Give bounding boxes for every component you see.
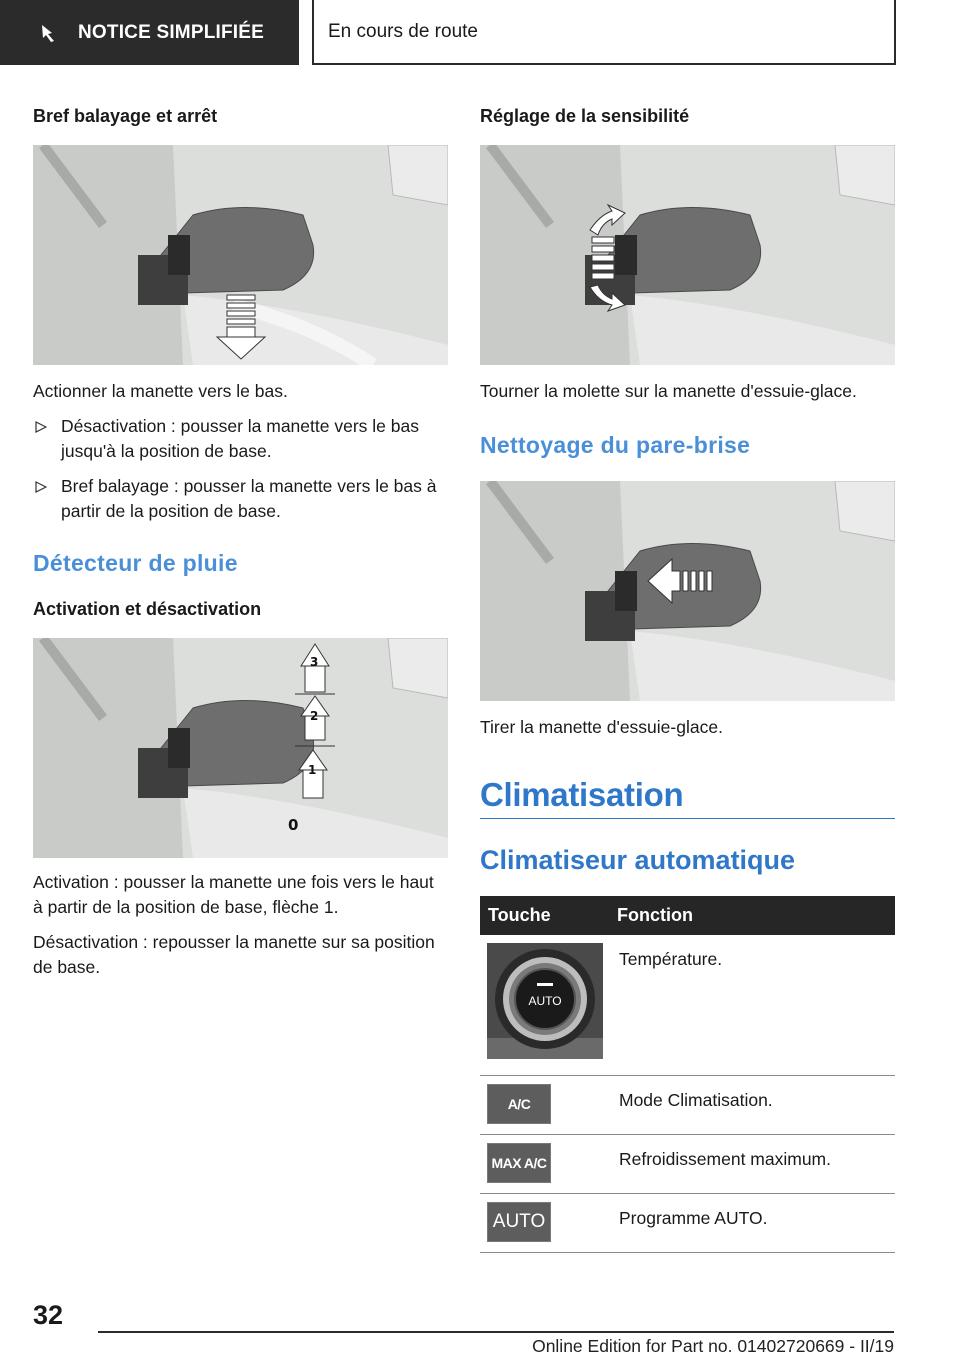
- brief-wipe-heading: Bref balayage et arrêt: [33, 106, 218, 126]
- rain-sensor-illustration: [33, 638, 448, 858]
- function-cell: Programme AUTO.: [609, 1194, 895, 1253]
- wiper-stalk-down-illustration: [33, 145, 448, 365]
- list-item: Bref balayage : pousser la manette vers le bas à partir de la position de base.: [33, 474, 448, 524]
- max-ac-button-icon: MAX A/C: [487, 1143, 551, 1183]
- page-number: 32: [33, 1300, 64, 1330]
- triangle-bullet-icon: [35, 481, 47, 493]
- windshield-cleaning-paragraph: Tirer la manette d'essuie-glace.: [480, 717, 723, 737]
- rain-sensor-heading: Détecteur de pluie: [33, 550, 238, 576]
- function-cell: Mode Climatisation.: [609, 1076, 895, 1135]
- figure-label: 1: [308, 763, 317, 777]
- column-header-function: Fonction: [609, 896, 895, 935]
- list-item: Désactivation : pousser la manette vers le bas jusqu'à la position de base.: [33, 414, 448, 464]
- temperature-knob-icon: [487, 943, 603, 1059]
- footer-divider: [98, 1331, 894, 1333]
- rain-sensor-paragraph: Désactivation : repousser la manette sur sa position de base.: [33, 932, 435, 977]
- footer-edition-text: Online Edition for Part no. 01402720669 - II/19: [532, 1336, 894, 1356]
- sensitivity-paragraph: Tourner la molette sur la manette d'essuie-glace.: [480, 381, 857, 401]
- chapter-tab[interactable]: [312, 0, 896, 65]
- right-column: [480, 100, 895, 1253]
- table-header-row: [480, 896, 895, 935]
- windshield-cleaning-illustration: [480, 481, 895, 701]
- ac-button-icon: A/C: [487, 1084, 551, 1124]
- table-row: [480, 1194, 895, 1253]
- table-row: [480, 1135, 895, 1194]
- figure-label: 3: [310, 655, 319, 669]
- brief-wipe-paragraph: Actionner la manette vers le bas.: [33, 381, 288, 401]
- function-cell: Refroidissement maximum.: [609, 1135, 895, 1194]
- section-tab[interactable]: [0, 0, 299, 65]
- brief-wipe-bullets: [33, 414, 448, 524]
- rain-sensor-subheading: Activation et désactivation: [33, 599, 262, 619]
- climate-keys-table: [480, 896, 895, 1253]
- section-label: NOTICE SIMPLIFIÉE: [78, 21, 265, 43]
- column-header-key: Touche: [480, 896, 609, 935]
- pointer-icon: [40, 23, 64, 43]
- figure-label: 2: [310, 709, 319, 723]
- chapter-title: En cours de route: [328, 20, 478, 42]
- auto-button-icon: AUTO: [487, 1202, 551, 1242]
- sensitivity-heading: Réglage de la sensibilité: [480, 106, 690, 126]
- table-row: [480, 935, 895, 1076]
- left-column: [33, 100, 448, 990]
- table-row: [480, 1076, 895, 1135]
- figure-label: 0: [288, 816, 299, 834]
- triangle-bullet-icon: [35, 421, 47, 433]
- function-cell: Température.: [609, 935, 895, 1076]
- windshield-cleaning-heading: Nettoyage du pare-brise: [480, 432, 751, 458]
- climate-heading: Climatisation: [480, 776, 895, 819]
- climate-subheading: Climatiseur automatique: [480, 845, 796, 875]
- rain-sensor-paragraph: Activation : pousser la manette une fois vers le haut à partir de la position de base, flèche 1.: [33, 872, 434, 917]
- sensitivity-wheel-illustration: [480, 145, 895, 365]
- knob-label: AUTO: [528, 994, 562, 1008]
